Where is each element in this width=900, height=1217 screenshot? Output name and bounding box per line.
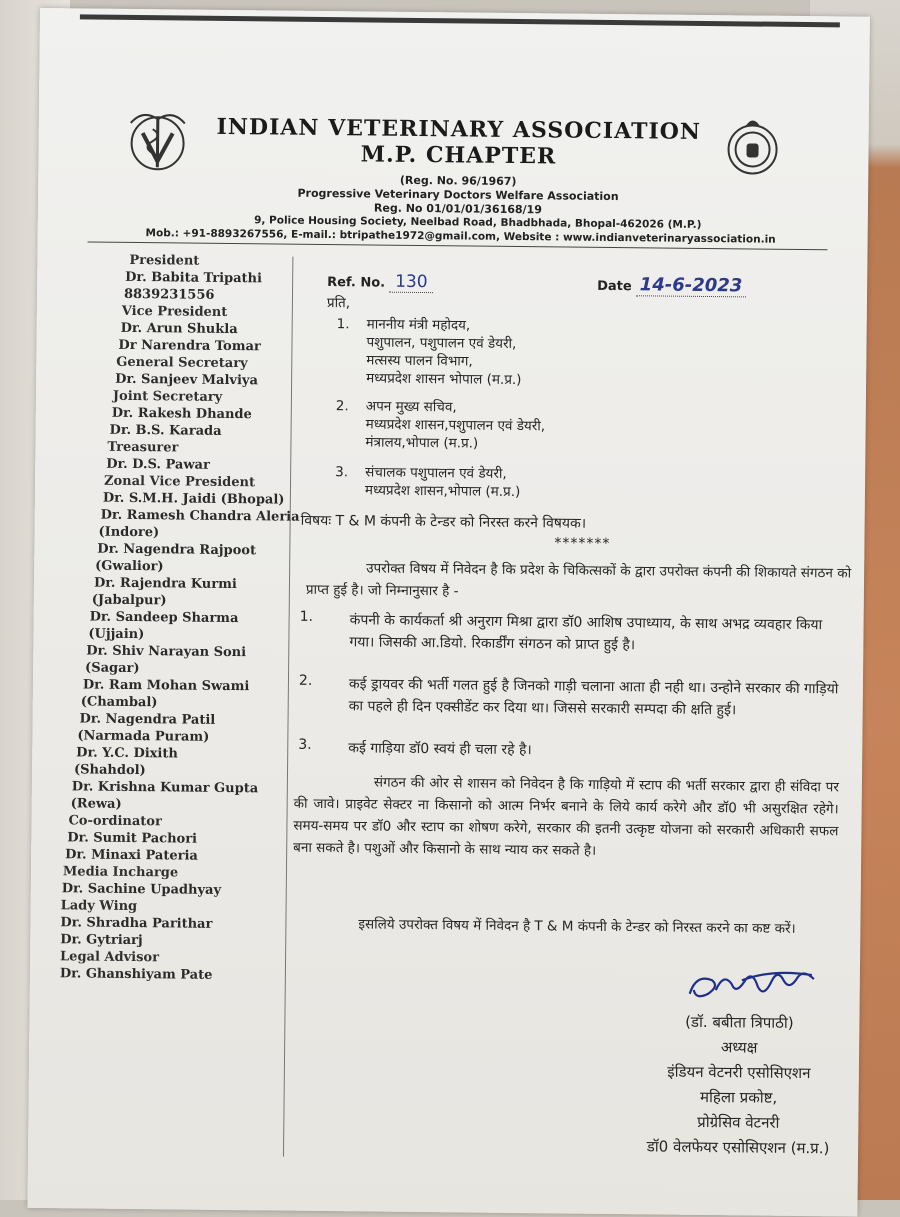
salutation-prati: प्रति, — [326, 295, 351, 312]
point-text: कई ड्रायवर की भर्ती गलत हुई है जिनको गाड़ी चलाना आता ही नही था। उन्होने सरकार की गाड़ियो का पहले ही दिन एक्सीडेंट कर दिया था। जिससे सरकारी सम्पदा की क्षति हुई। — [348, 676, 839, 719]
office-bearer-entry: (Indore) — [98, 524, 160, 541]
office-bearer-entry: Dr. Arun Shukla — [120, 320, 238, 338]
veterinary-caduceus-logo-icon — [122, 105, 193, 176]
office-bearer-entry: (Gwalior) — [95, 558, 164, 575]
separator-stars: ******* — [554, 535, 611, 553]
addressee-line: मंत्रालय,भोपाल (म.प्र.) — [365, 434, 479, 452]
addressee-line: मध्यप्रदेश शासन भोपाल (म.प्र.) — [366, 370, 522, 389]
office-bearer-entry: Dr. Sanjeev Malviya — [115, 371, 258, 389]
office-bearer-entry: Dr. Shiv Narayan Soni — [86, 643, 247, 661]
reg-number-2: Reg. No 01/01/01/36168/19 — [373, 201, 542, 217]
office-bearer-entry: Dr. Gytriarj — [60, 932, 143, 949]
addressee-line: माननीय मंत्री महोदय, — [366, 316, 471, 334]
office-bearer-entry: Dr. Nagendra Rajpoot — [97, 541, 257, 559]
ref-number — [327, 271, 434, 292]
signatory-name: (डॉ. बबीता त्रिपाठी) — [685, 1012, 794, 1032]
point-number: 2. — [298, 672, 313, 689]
office-bearer-entry: Dr. Ghanshiyam Pate — [59, 966, 213, 983]
office-bearer-entry: (Ujjain) — [88, 626, 145, 643]
office-bearer-entry: Dr. Minaxi Pateria — [65, 847, 198, 864]
office-bearer-entry: 8839231556 — [123, 286, 215, 303]
office-bearer-entry: Co-ordinator — [68, 813, 162, 830]
point-number: 3. — [298, 736, 312, 753]
letter-date — [597, 274, 746, 297]
signatory-org-1: इंडियन वेटनरी एसोसिएशन — [667, 1062, 811, 1083]
office-bearer-entry: Joint Secretary — [112, 388, 223, 405]
point-text: कंपनी के कार्यकर्ता श्री अनुराग मिश्रा द्वारा डॉ0 आशिष उपाध्याय, के साथ अभद्र व्यवहार किया गया। जिसकी आ.डियो. रिकार्डींग संगठन को प्राप्त हुई है। — [349, 612, 823, 654]
office-bearer-entry: (Sagar) — [85, 660, 140, 677]
office-bearer-entry: Treasurer — [107, 439, 179, 456]
office-bearer-entry: Dr. Krishna Kumar Gupta — [71, 779, 259, 797]
office-bearer-entry: Legal Advisor — [59, 949, 160, 966]
office-bearer-entry: Media Incharge — [62, 864, 179, 881]
date-value: 14-6-2023 — [636, 274, 747, 297]
ref-label: Ref. No. — [327, 275, 386, 291]
signatory-title: अध्यक्ष — [720, 1038, 758, 1057]
closing-paragraph: इसलिये उपरोक्त विषय में निवेदन है T & M कंपनी के टेन्डर को निरस्त करने का कष्ट करें। — [358, 916, 796, 937]
office-bearer-entry: (Narmada Puram) — [77, 728, 210, 745]
association-emblem-icon — [720, 113, 785, 178]
top-rule — [80, 14, 840, 27]
org-address: 9, Police Housing Society, Neelbad Road, Bhadbhada, Bhopal-462026 (M.P.) — [254, 214, 702, 231]
signature-block — [588, 1009, 890, 1162]
signatory-org-2: महिला प्रकोष्ट, — [699, 1087, 778, 1107]
addressee-number: 1. — [336, 316, 350, 333]
letter-subject: विषयः T & M कंपनी के टेन्डर को निरस्त करने विषयक। — [300, 512, 587, 532]
addressee-1 — [336, 315, 637, 390]
addressee-number: 2. — [335, 398, 349, 415]
date-label: Date — [597, 278, 632, 295]
addressee-2 — [335, 397, 636, 454]
request-paragraph: संगठन की ओर से शासन को निवेदन है कि गाड़ियो में स्टाप की भर्ती सरकार द्वारा ही संविदा पर की जावे। प्राइवेट सेक्टर ना किसानो को आत्म निर्भर बनाने के लिये कार्य करेगे और डॉ0 भी असुरक्षित रहेगे। समय-समय पर डॉ0 और स्टाप का शोषण करेगे, सरकार की इतनी उत्कृष्ट योजना को सरकारी अधिकारी सफल बना सकते है। पशुओं और किसानो के साथ न्याय कर सकते है। — [293, 774, 839, 859]
org-contact: Mob.: +91-8893267556, E-mail.: btripathe1972@gmail.com, Website : www.indianveterinaryassociation.in — [145, 227, 776, 246]
chapter-name: M.P. CHAPTER — [360, 141, 557, 170]
office-bearer-entry: Dr. Ram Mohan Swami — [82, 677, 250, 695]
intro-paragraph: उपरोक्त विषय में निवेदन है कि प्रदेश के चिकित्सकों के द्वारा उपरोक्त कंपनी की शिकायते संगठन को प्राप्त हुई है। जो निम्नानुसार है - — [305, 560, 852, 600]
office-bearer-entry: Dr. Sandeep Sharma — [89, 609, 239, 627]
sub-org-name: Progressive Veterinary Doctors Welfare Association — [297, 186, 619, 204]
addressee-3 — [335, 463, 635, 502]
office-bearer-entry: (Chambal) — [80, 694, 158, 711]
signatory-org-3: प्रोग्रेसिव वेटनरी — [697, 1112, 780, 1132]
office-bearer-entry: Dr. S.M.H. Jaidi (Bhopal) — [102, 490, 285, 508]
office-bearer-entry: Dr. Sachine Upadhyay — [61, 881, 222, 898]
office-bearer-entry: Dr. Babita Tripathi — [125, 269, 263, 287]
office-bearer-entry: Dr. Shradha Parithar — [60, 915, 213, 932]
addressee-line: अपन मुख्य सचिव, — [365, 398, 457, 416]
office-bearer-entry: Dr. Sumit Pachori — [67, 830, 198, 847]
office-bearer-entry: Dr. Ramesh Chandra Aleria — [100, 507, 300, 525]
addressee-number: 3. — [335, 464, 349, 481]
office-bearer-entry: Dr. B.S. Karada — [109, 422, 222, 439]
office-bearer-entry: (Shahdol) — [73, 762, 146, 779]
addressee-line: मध्यप्रदेश शासन,भोपाल (म.प्र.) — [364, 482, 521, 501]
letter-page — [27, 8, 870, 1217]
office-bearer-entry: (Rewa) — [70, 796, 122, 812]
office-bearer-entry: Dr. D.S. Pawar — [106, 456, 210, 473]
addressee-line: मध्यप्रदेश शासन,पशुपालन एवं डेयरी, — [365, 416, 546, 435]
point-number: 1. — [299, 608, 314, 625]
office-bearer-entry: Dr. Rakesh Dhande — [111, 405, 252, 423]
office-bearer-entry: Vice President — [121, 303, 228, 320]
org-name: INDIAN VETERINARY ASSOCIATION — [216, 113, 702, 145]
point-text: कई गाड़िया डॉ0 स्वयं ही चला रहे है। — [348, 740, 532, 759]
handwritten-signature-icon — [682, 960, 863, 1012]
office-bearer-entry: Dr. Rajendra Kurmi — [93, 575, 237, 593]
reg-number: (Reg. No. 96/1967) — [399, 173, 517, 188]
office-bearer-entry: Zonal Vice President — [103, 473, 256, 491]
addressee-line: मत्सस्य पालन विभाग, — [366, 352, 473, 370]
office-bearer-entry: Dr. Y.C. Dixith — [76, 745, 178, 762]
signatory-org-4: डॉ0 वेलफेयर एसोसिएशन (म.प्र.) — [646, 1137, 830, 1158]
addressee-line: पशुपालन, पशुपालन एवं डेयरी, — [366, 334, 517, 353]
office-bearer-entry: Dr Narendra Tomar — [118, 337, 261, 355]
office-bearer-entry: (Jabalpur) — [91, 592, 167, 609]
office-bearer-entry: Dr. Nagendra Patil — [79, 711, 216, 728]
addressee-line: संचालक पशुपालन एवं डेयरी, — [365, 464, 507, 482]
office-bearer-entry: General Secretary — [116, 354, 248, 372]
ref-value: 130 — [389, 272, 434, 293]
office-bearer-entry: Lady Wing — [60, 898, 138, 915]
office-bearer-entry: President — [129, 252, 200, 269]
office-bearers-list — [60, 251, 308, 984]
